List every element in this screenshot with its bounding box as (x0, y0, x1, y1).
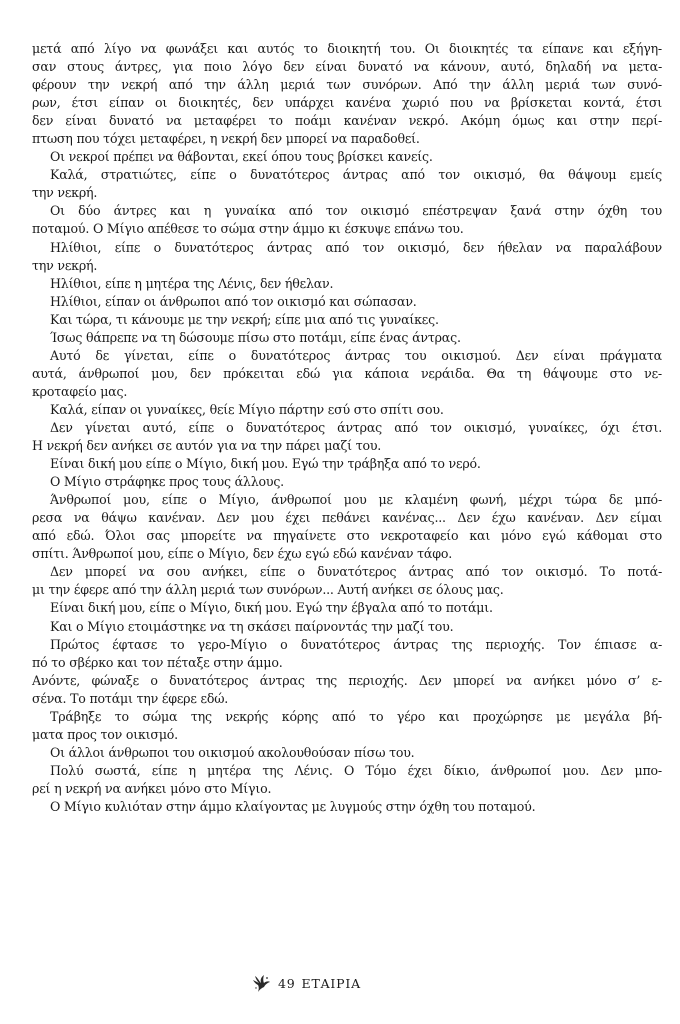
text-line: μετά από λίγο να φωνάξει και αυτός το διοικητή του. Οι διοικητές τα είπανε και εξήγη- (32, 41, 662, 56)
paragraph-first-line: Δεν γίνεται αυτό, είπε ο δυνατότερος άντρας από τον οικισμό, γυναίκες, όχι έτσι. (50, 419, 662, 435)
text-line: Ανόντε, φώναξε ο δυνατότερος άντρας της περιοχής. Δεν μπορεί να ανήκει μόνο σ’ ε- (32, 672, 662, 688)
text-line: από εδώ. Όλοι σας μπορείτε να πηγαίνετε στο νεκροταφείο και μόνο εγώ κάθομαι στο (32, 528, 662, 544)
text-line: μι την έφερε από την άλλη μεριά των συνόρων... Αυτή ανήκει σε όλους μας. (32, 582, 504, 598)
publisher-name: ΕΤΑΙΡΙΑ (301, 975, 361, 991)
text-line: αυτά, άνθρωποί μου, δεν πρόκειται εδώ για κάποια νεράιδα. Θα τη θάψουμε στο νε- (32, 365, 662, 381)
paragraph-first-line: Ο Μίγιο κυλιόταν στην άμμο κλαίγοντας με λυγμούς στην όχθη του ποταμού. (50, 798, 536, 814)
paragraph-first-line: Είναι δική μου, είπε ο Μίγιο, δική μου. Εγώ την έβγαλα από το ποτάμι. (50, 600, 493, 616)
page-number: 49 (278, 975, 296, 991)
text-line: την νεκρή. (32, 185, 98, 201)
text-line: ρεί η νεκρή να ανήκει μόνο στο Μίγιο. (32, 780, 272, 796)
paragraph-first-line: Ο Μίγιο στράφηκε προς τους άλλους. (50, 474, 284, 490)
paragraph-first-line: Πολύ σωστά, είπε η μητέρα της Λένις. Ο Τόμο έχει δίκιο, άνθρωποί μου. Δεν μπο- (50, 762, 662, 778)
bird-ornament-icon (252, 972, 272, 994)
paragraph-first-line: Ηλίθιοι, είπαν οι άνθρωποι από τον οικισμό και σώπασαν. (50, 293, 417, 309)
paragraph-first-line: Και τώρα, τι κάνουμε με την νεκρή; είπε μια από τις γυναίκες. (50, 311, 439, 327)
paragraph-first-line: Ίσως θάπρεπε να τη δώσουμε πίσω στο ποτάμι, είπε ένας άντρας. (50, 329, 461, 345)
text-line: σένα. Το ποτάμι την έφερε εδώ. (32, 690, 229, 706)
paragraph-first-line: Και ο Μίγιο ετοιμάστηκε να τη σκάσει παίρνοντάς την μαζί του. (50, 618, 454, 634)
body-text (32, 40, 662, 816)
paragraph-first-line: Δεν μπορεί να σου ανήκει, είπε ο δυνατότερος άντρας από τον οικισμό. Το ποτά- (50, 564, 662, 580)
paragraph-first-line: Οι δύο άντρες και η γυναίκα από τον οικισμό επέστρεψαν ξανά στην όχθη του (50, 203, 662, 219)
text-line: σαν στους άντρες, για ποιο λόγο δεν είναι δυνατό να κάνουν, αυτό, δηλαδή να μετα- (32, 59, 662, 75)
text-line: Η νεκρή δεν ανήκει σε αυτόν για να την πάρει μαζί του. (32, 438, 382, 454)
text-line: φέρουν την νεκρή από την άλλη μεριά των συνόρων. Από την άλλη μεριά των συνό- (32, 77, 662, 93)
paragraph-first-line: Οι νεκροί πρέπει να θάβονται, εκεί όπου τους βρίσκει κανείς. (50, 149, 433, 165)
paragraph-first-line: Είναι δική μου είπε ο Μίγιο, δική μου. Εγώ την τράβηξα από το νερό. (50, 456, 481, 472)
paragraph-first-line: Άνθρωποί μου, είπε ο Μίγιο, άνθρωποί μου με κλαμένη φωνή, μέχρι τώρα δε μπό- (50, 492, 662, 508)
paragraph-first-line: Καλά, είπαν οι γυναίκες, θείε Μίγιο πάρτην εσύ στο σπίτι σου. (50, 401, 444, 417)
paragraph-first-line: Οι άλλοι άνθρωποι του οικισμού ακολουθούσαν πίσω του. (50, 744, 415, 760)
text-line: πτωση που τόχει μεταφέρει, η νεκρή δεν μπορεί να παραδοθεί. (32, 131, 420, 147)
page-footer (252, 972, 361, 994)
text-line: ρων, έτσι είπαν οι διοικητές, δεν υπάρχει κανένα χωριό που να βρίσκεται κοντά, έτσι (32, 95, 662, 111)
paragraph-first-line: Τράβηξε το σώμα της νεκρής κόρης από το γέρο και προχώρησε με μεγάλα βή- (50, 708, 662, 724)
text-line: σπίτι. Άνθρωποί μου, είπε ο Μίγιο, δεν έχω εγώ εδώ κανέναν τάφο. (32, 546, 453, 562)
paragraph-first-line: Ηλίθιοι, είπε η μητέρα της Λένις, δεν ήθελαν. (50, 275, 334, 291)
paragraph-first-line: Αυτό δε γίνεται, είπε ο δυνατότερος άντρας του οικισμού. Δεν είναι πράγματα (50, 347, 662, 363)
text-line: ποταμού. Ο Μίγιο απέθεσε το σώμα στην άμμο κι έσκυψε επάνω του. (32, 221, 464, 237)
text-line: ματα προς τον οικισμό. (32, 726, 178, 742)
text-line: δεν είναι δυνατό να μεταφέρει το ποάμι κανέναν νεκρό. Ακόμη όμως και στην περί- (32, 113, 662, 129)
text-line: πό το σβέρκο και τον πέταξε στην άμμο. (32, 654, 283, 670)
paragraph-first-line: Πρώτος έφτασε το γερο-Μίγιο ο δυνατότερος άντρας της περιοχής. Τον έπιασε α- (50, 636, 662, 652)
text-line: την νεκρή. (32, 257, 98, 273)
text-line: κροταφείο μας. (32, 383, 128, 399)
paragraph-first-line: Καλά, στρατιώτες, είπε ο δυνατότερος άντρας από τον οικισμό, θα θάψουμ εμείς (50, 167, 662, 183)
text-line: ρεσα να θάψω κανέναν. Δεν μου έχει πεθάνει κανένας... Δεν έχω κανέναν. Δεν είμαι (32, 510, 662, 526)
paragraph-first-line: Ηλίθιοι, είπε ο δυνατότερος άντρας από τον οικισμό, δεν ήθελαν να παραλάβουν (50, 239, 662, 255)
